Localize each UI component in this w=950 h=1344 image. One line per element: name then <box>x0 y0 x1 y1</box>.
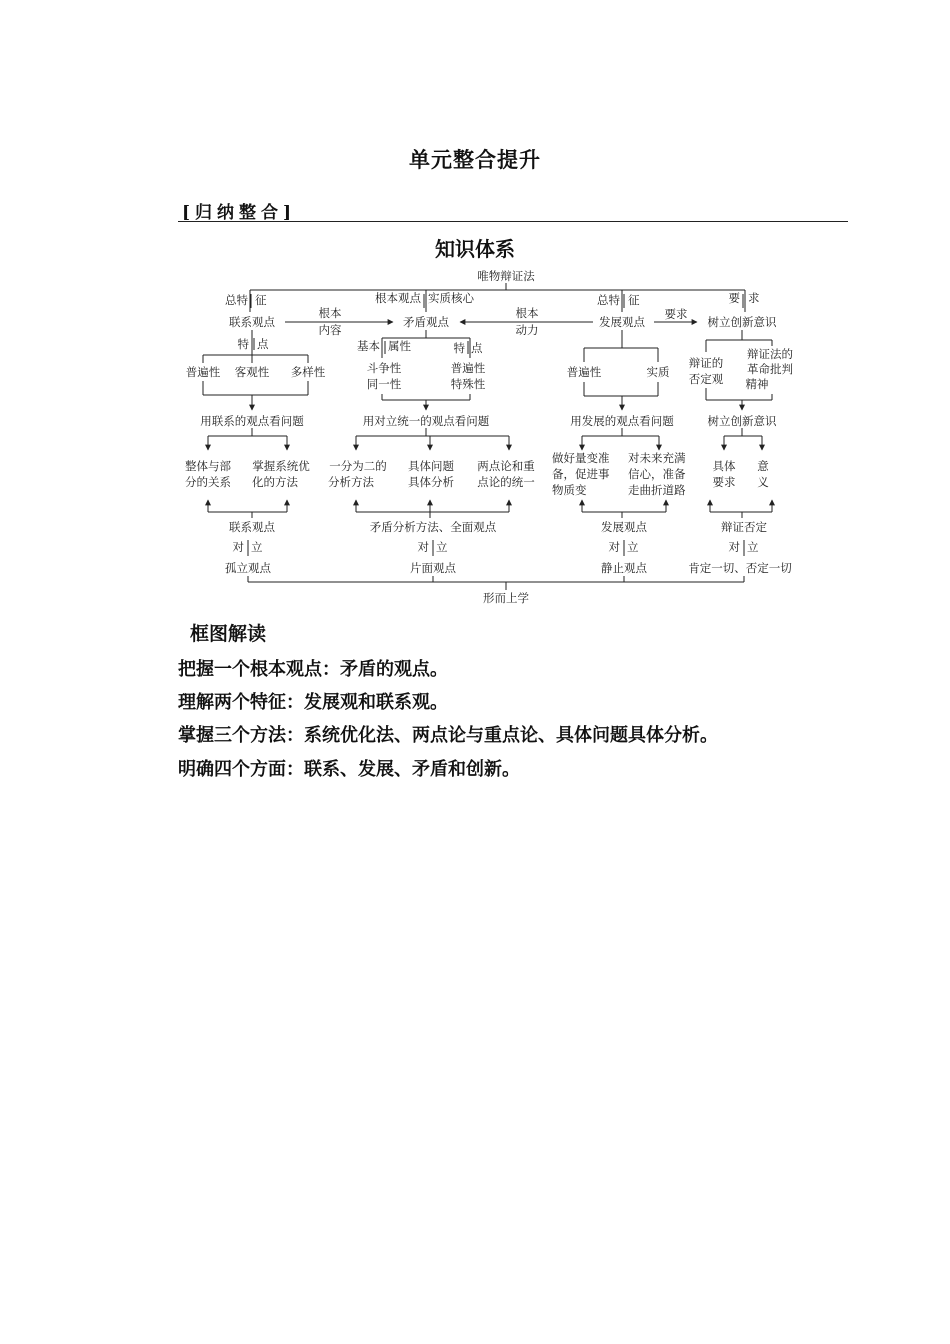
label-content: 内容 <box>318 323 342 337</box>
node-meaning: 义 <box>757 475 769 489</box>
node-essence: 实质 <box>646 365 670 379</box>
node-universality: 普遍性 <box>450 361 486 375</box>
node-contradiction-view: 矛盾观点 <box>403 315 449 329</box>
node-two-point-theory: 点论的统一 <box>477 475 535 489</box>
node-development-view: 发展观点 <box>601 520 647 534</box>
node-concrete-requirement: 要求 <box>712 475 736 489</box>
label-oppose: 对 <box>728 540 740 554</box>
label-oppose: 立 <box>747 540 759 554</box>
node-two-point-theory: 两点论和重 <box>477 459 535 473</box>
label-power: 动力 <box>515 323 539 337</box>
node-connection-view: 联系观点 <box>229 315 275 329</box>
label-root: 根本 <box>318 306 342 320</box>
node-concrete-analysis: 具体分析 <box>408 475 454 489</box>
label-general-features: 征 <box>628 293 640 307</box>
reading-title: 框图解读 <box>190 623 267 645</box>
node-system-optimization: 掌握系统优 <box>252 459 310 473</box>
node-one-sided-view: 片面观点 <box>410 561 456 575</box>
node-isolated-view: 孤立观点 <box>225 561 271 575</box>
label-feature: 特 <box>237 337 249 351</box>
page-title: 单元整合提升 <box>409 147 541 172</box>
node-quantitative-change: 备，促进事 <box>552 467 610 481</box>
node-contradiction-method: 矛盾分析方法、全面观点 <box>369 520 497 534</box>
node-diversity: 多样性 <box>290 365 326 379</box>
label-basic: 基本 <box>357 339 380 353</box>
node-divide-in-two: 分析方法 <box>328 475 374 489</box>
label-feature: 点 <box>257 337 269 351</box>
node-quantitative-change: 做好量变准 <box>552 451 610 465</box>
node-static-view: 静止观点 <box>601 561 647 575</box>
node-concrete-analysis: 具体问题 <box>408 459 454 473</box>
node-future-confidence: 信心，准备 <box>628 467 686 481</box>
node-revolutionary-spirit: 辩证法的 <box>747 347 793 361</box>
node-dialectic-negation: 辩证的 <box>688 356 724 370</box>
label-oppose: 对 <box>417 540 429 554</box>
node-quantitative-change: 物质变 <box>552 483 587 497</box>
node-revolutionary-spirit: 革命批判 <box>747 362 793 376</box>
label-oppose: 对 <box>232 540 244 554</box>
node-particularity: 特殊性 <box>450 377 486 391</box>
node-future-confidence: 对未来充满 <box>628 451 686 465</box>
node-affirm-negate-all: 肯定一切、否定一切 <box>688 561 792 575</box>
diagram-title: 知识体系 <box>435 237 515 261</box>
knowledge-system-diagram <box>0 0 950 620</box>
reading-line: 明确四个方面：联系、发展、矛盾和创新。 <box>178 759 520 780</box>
node-connection-view: 联系观点 <box>229 520 275 534</box>
node-meaning: 意 <box>757 459 769 473</box>
node-struggle: 斗争性 <box>366 361 402 375</box>
node-universality: 普遍性 <box>185 365 221 379</box>
reading-line: 掌握三个方法：系统优化法、两点论与重点论、具体问题具体分析。 <box>178 725 718 746</box>
label-requirement: 要 <box>728 291 740 305</box>
node-innovation: 树立创新意识 <box>707 414 777 428</box>
reading-line: 理解两个特征：发展观和联系观。 <box>178 692 448 713</box>
node-metaphysics: 形而上学 <box>483 591 529 605</box>
label-root: 根本 <box>515 306 539 320</box>
section-tag: [归纳整合] <box>182 203 297 223</box>
node-identity: 同一性 <box>366 377 402 391</box>
node-use-connection: 用联系的观点看问题 <box>200 414 304 428</box>
label-oppose: 立 <box>627 540 639 554</box>
label-basic-view: 根本观点 <box>375 291 421 305</box>
label-oppose: 立 <box>436 540 448 554</box>
node-development-view: 发展观点 <box>599 315 645 329</box>
node-universality: 普遍性 <box>566 365 602 379</box>
node-system-optimization: 化的方法 <box>252 475 298 489</box>
label-feature: 点 <box>471 341 483 355</box>
node-use-unity: 用对立统一的观点看问题 <box>362 414 490 428</box>
node-root: 唯物辩证法 <box>477 269 535 283</box>
label-general-features: 征 <box>255 293 267 307</box>
label-general-features: 总特 <box>225 293 248 307</box>
label-oppose: 立 <box>251 540 263 554</box>
node-whole-part: 整体与部 <box>185 459 231 473</box>
node-divide-in-two: 一分为二的 <box>329 459 387 473</box>
node-dialectic-negation: 否定观 <box>688 372 724 386</box>
reading-line: 把握一个根本观点：矛盾的观点。 <box>178 659 448 680</box>
node-innovation: 树立创新意识 <box>707 315 777 329</box>
node-concrete-requirement: 具体 <box>712 459 736 473</box>
node-future-confidence: 走曲折道路 <box>628 483 686 497</box>
label-feature: 特 <box>453 341 465 355</box>
label-require: 要求 <box>664 307 688 321</box>
label-oppose: 对 <box>608 540 620 554</box>
node-objectivity: 客观性 <box>234 365 270 379</box>
node-whole-part: 分的关系 <box>185 475 231 489</box>
label-requirement: 求 <box>748 291 760 305</box>
label-general-features: 总特 <box>597 293 620 307</box>
node-dialectic-negation: 辩证否定 <box>721 520 767 534</box>
node-use-development: 用发展的观点看问题 <box>570 414 674 428</box>
node-revolutionary-spirit: 精神 <box>745 377 769 391</box>
label-attribute: 属性 <box>388 339 411 353</box>
label-essence-core: 实质核心 <box>428 291 474 305</box>
